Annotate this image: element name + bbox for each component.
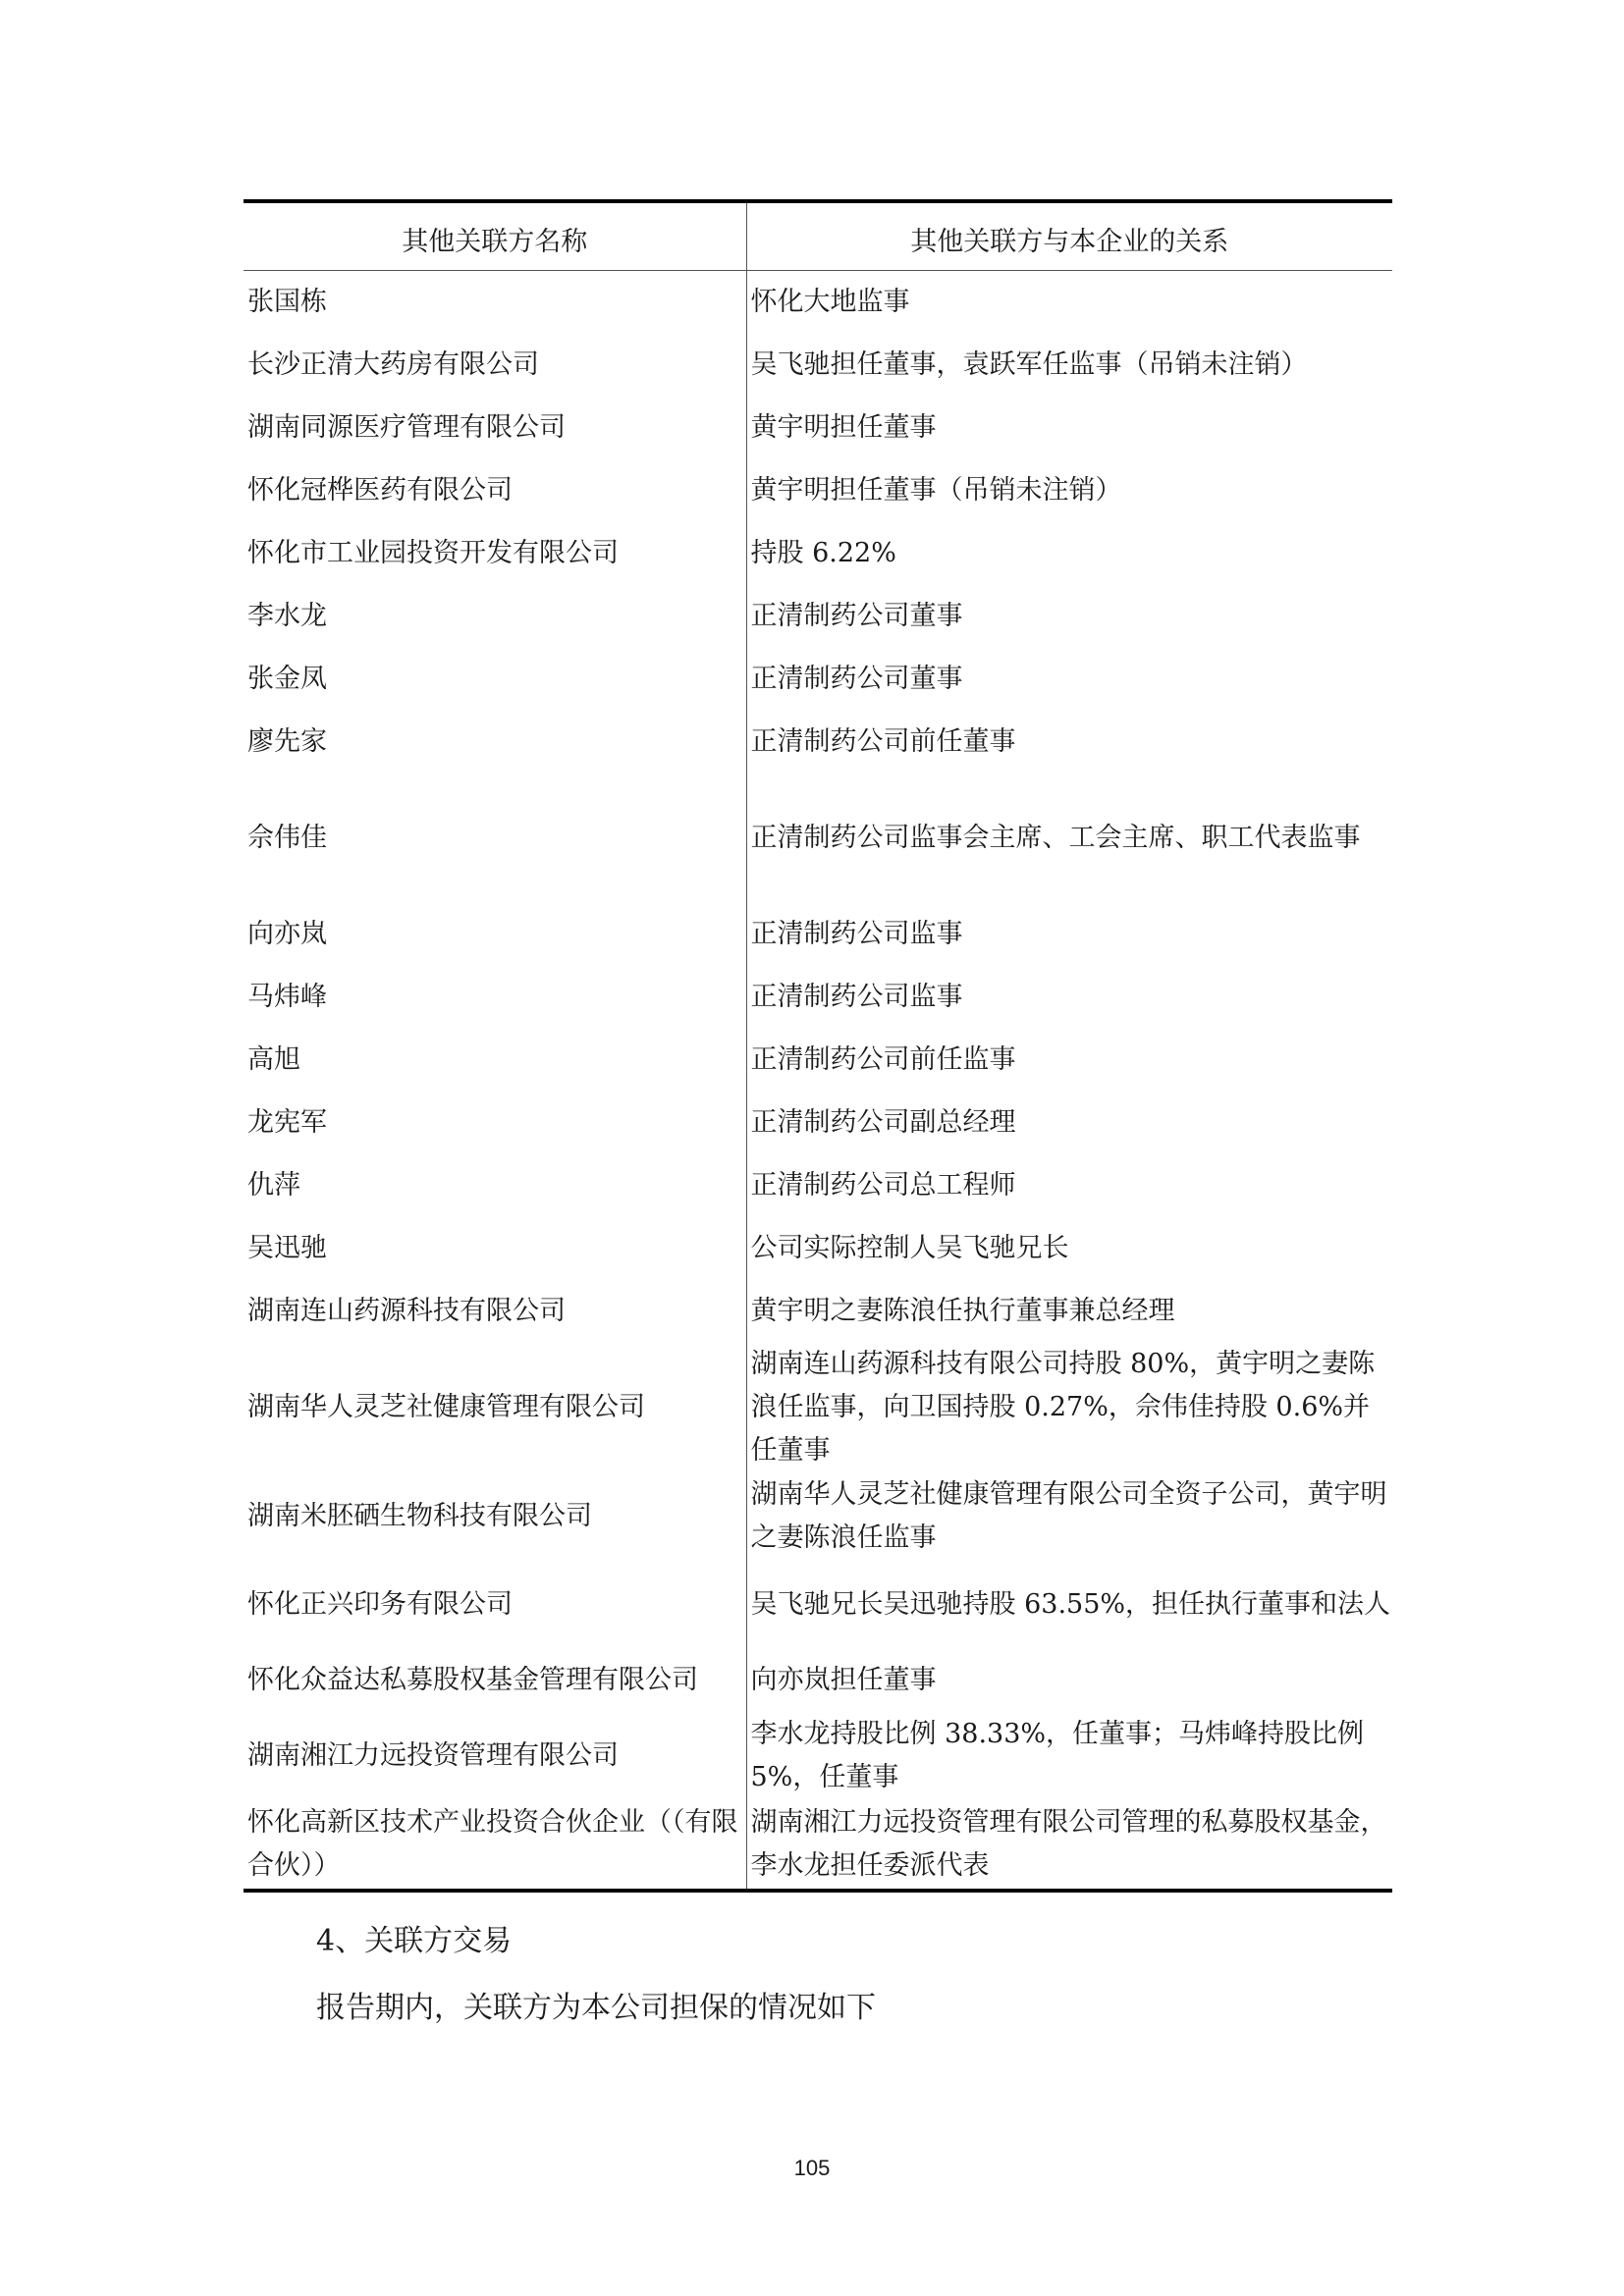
- party-relation: 正清制药公司监事: [750, 982, 963, 1012]
- party-name: 马炜峰: [244, 966, 746, 1029]
- party-relation: 黄宇明之妻陈浪任执行董事兼总经理: [750, 1296, 1175, 1326]
- party-relation: 向亦岚担任董事: [750, 1665, 937, 1695]
- table-row: [244, 1561, 1392, 1649]
- party-relation: 湖南湘江力远投资管理有限公司管理的私募股权基金，李水龙担任委派代表: [746, 1800, 1392, 1891]
- section-heading: 4、关联方交易: [316, 1924, 513, 1958]
- party-relation: 正清制药公司董事: [750, 664, 963, 694]
- party-relation: 持股 6.22%: [750, 538, 896, 568]
- party-name: 怀化众益达私募股权基金管理有限公司: [244, 1649, 746, 1712]
- table-row: [244, 585, 1392, 648]
- header-relation: 其他关联方与本企业的关系: [746, 201, 1392, 271]
- table-row: [244, 522, 1392, 585]
- related-parties-table: [244, 199, 1392, 1893]
- party-relation: 李水龙持股比例 38.33%，任董事；马炜峰持股比例 5%，任董事: [750, 1719, 1365, 1792]
- party-name: 湖南湘江力远投资管理有限公司: [244, 1712, 746, 1800]
- party-name: 廖先家: [244, 711, 746, 774]
- party-name: 李水龙: [244, 585, 746, 648]
- party-relation: 吴飞驰兄长吴迅驰持股 63.55%，担任执行董事和法人: [750, 1589, 1391, 1620]
- party-name: 湖南米胚硒生物科技有限公司: [244, 1472, 746, 1561]
- table-row: [244, 1280, 1392, 1343]
- party-relation: 黄宇明担任董事: [750, 412, 937, 443]
- party-name: 湖南华人灵芝社健康管理有限公司: [244, 1343, 746, 1472]
- party-relation: 正清制药公司董事: [750, 601, 963, 631]
- party-relation: 湖南华人灵芝社健康管理有限公司全资子公司，黄宇明之妻陈浪任监事: [750, 1479, 1387, 1553]
- table-header-row: [244, 201, 1392, 271]
- table-row: [244, 903, 1392, 966]
- party-name: 仇萍: [244, 1154, 746, 1217]
- table-row: [244, 1649, 1392, 1712]
- party-name: 吴迅驰: [244, 1217, 746, 1280]
- party-relation: 吴飞驰担任董事，袁跃军任监事（吊销未注销）: [750, 349, 1308, 380]
- party-relation: 怀化大地监事: [750, 287, 910, 317]
- table-row: [244, 271, 1392, 335]
- table-row: [244, 1800, 1392, 1891]
- party-name: 怀化正兴印务有限公司: [244, 1561, 746, 1649]
- party-relation: 正清制药公司监事会主席、工会主席、职工代表监事: [750, 823, 1361, 853]
- table-row: [244, 1154, 1392, 1217]
- table-row: [244, 1343, 1392, 1472]
- table-row: [244, 774, 1392, 903]
- table-row: [244, 711, 1392, 774]
- table-row: [244, 334, 1392, 397]
- table-row: [244, 648, 1392, 711]
- party-name: 高旭: [244, 1029, 746, 1092]
- party-name: 湖南连山药源科技有限公司: [244, 1280, 746, 1343]
- party-relation: 正清制药公司前任监事: [750, 1044, 1016, 1075]
- body-paragraph: 报告期内，关联方为本公司担保的情况如下: [316, 1991, 876, 2025]
- table-row: [244, 1092, 1392, 1154]
- table-row: [244, 459, 1392, 522]
- party-name: 怀化冠桦医药有限公司: [244, 459, 746, 522]
- party-relation: 正清制药公司副总经理: [750, 1107, 1016, 1138]
- party-name: 怀化高新区技术产业投资合伙企业（（有限合伙））: [244, 1800, 746, 1891]
- table-row: [244, 966, 1392, 1029]
- table-row: [244, 1472, 1392, 1561]
- party-name: 张国栋: [244, 271, 746, 335]
- table-row: [244, 397, 1392, 459]
- header-name: 其他关联方名称: [244, 201, 746, 271]
- table-row: [244, 1029, 1392, 1092]
- party-relation: 正清制药公司前任董事: [750, 726, 1016, 757]
- party-relation: 公司实际控制人吴飞驰兄长: [750, 1233, 1069, 1263]
- party-name: 向亦岚: [244, 903, 746, 966]
- page-number: 105: [793, 2156, 831, 2180]
- party-relation: 湖南连山药源科技有限公司持股 80%，黄宇明之妻陈浪任监事，向卫国持股 0.27%，佘伟佳持股 0.6%并任董事: [750, 1349, 1376, 1466]
- party-name: 张金凤: [244, 648, 746, 711]
- party-name: 长沙正清大药房有限公司: [244, 334, 746, 397]
- party-name: 湖南同源医疗管理有限公司: [244, 397, 746, 459]
- party-name: 佘伟佳: [244, 774, 746, 903]
- table-row: [244, 1217, 1392, 1280]
- party-name: 怀化市工业园投资开发有限公司: [244, 522, 746, 585]
- party-relation: 正清制药公司总工程师: [750, 1170, 1016, 1201]
- party-name: 龙宪军: [244, 1092, 746, 1154]
- party-relation: 正清制药公司监事: [750, 919, 963, 949]
- party-relation: 黄宇明担任董事（吊销未注销）: [750, 475, 1122, 506]
- table-row: [244, 1712, 1392, 1800]
